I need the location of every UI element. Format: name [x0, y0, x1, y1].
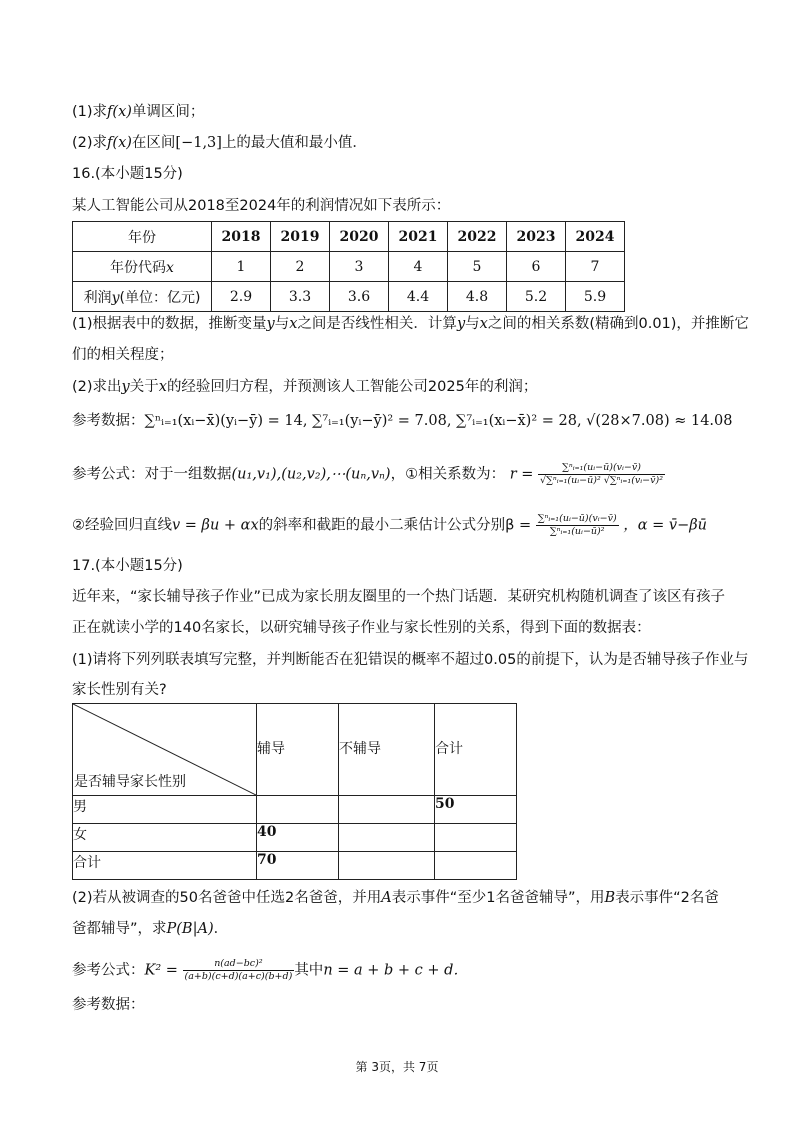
code-cell: 3	[330, 252, 389, 282]
profit-cell: 2.9	[212, 282, 271, 312]
q17-header: 17.(本小题15分)	[72, 558, 183, 574]
table-cell	[339, 824, 435, 852]
q16-intro: 某人工智能公司从2018至2024年的利润情况如下表所示：	[72, 198, 451, 214]
code-cell: 2	[271, 252, 330, 282]
q16-reference-formula: 参考公式：对于一组数据(u₁,v₁),(u₂,v₂),⋯(uₙ,vₙ)，①相关系数为： r = $\frac{\text{∑ⁿᵢ₌₁(uᵢ−ū)(vᵢ−v̄)}}{\text{√∑ⁿᵢ₌₁(uᵢ−ū)² √∑ⁿᵢ₌₁(vᵢ−v̄)²}}$	[72, 462, 664, 486]
q16-header: 16.(本小题15分)	[72, 166, 183, 182]
table-row	[73, 852, 517, 880]
table-cell	[339, 852, 435, 880]
q17-intro-line2: 正在就读小学的140名家长，以研究辅导孩子作业与家长性别的关系，得到下面的数据表：	[72, 620, 651, 636]
table-row	[73, 282, 625, 312]
q17-part2-line1: (2)若从被调查的50名爸爸中任选2名爸爸，并用A表示事件“至少1名爸爸辅导”，用B表示事件“2名爸	[72, 890, 719, 906]
q17-reference-data: 参考数据：	[72, 997, 145, 1013]
q16-reference-data: 参考数据：∑ⁿᵢ₌₁(xᵢ−x̄)(yᵢ−ȳ) = 14, ∑⁷ᵢ₌₁(yᵢ−ȳ)² = 7.08, ∑⁷ᵢ₌₁(xᵢ−x̄)² = 28, √(28×7.08) ≈ 14.08	[72, 413, 733, 429]
table-row	[73, 824, 517, 852]
reference-data-formulas: ∑ⁿᵢ₌₁(xᵢ−x̄)(yᵢ−ȳ) = 14, ∑⁷ᵢ₌₁(yᵢ−ȳ)² = 7.08, ∑⁷ᵢ₌₁(xᵢ−x̄)² = 28, √(28×7.08) ≈ 14.08	[144, 413, 733, 429]
table-row	[73, 222, 625, 252]
year-cell: 2022	[448, 222, 507, 252]
year-cell: 2024	[566, 222, 625, 252]
q16-part2: (2)求出y关于x的经验回归方程，并预测该人工智能公司2025年的利润；	[72, 379, 538, 395]
year-cell: 2023	[507, 222, 566, 252]
q17-intro-line1: 近年来，“家长辅导孩子作业”已成为家长朋友圈里的一个热门话题．某研究机构随机调查了该区有孩子	[72, 589, 726, 605]
q16-regression-formula: ②经验回归直线v = βu + αx的斜率和截距的最小二乘估计公式分别β = $\frac{\text{∑ⁿᵢ₌₁(uᵢ−ū)(vᵢ−v̄)}}{\text{∑ⁿᵢ₌₁(uᵢ−ū)²}}$ ，α = v̄−βū	[72, 513, 707, 537]
q17-part2-line2: 爸都辅导”，求P(B|A)．	[72, 921, 229, 937]
table-cell: 70	[257, 852, 339, 880]
correlation-formula: $\frac{\text{∑ⁿᵢ₌₁(uᵢ−ū)(vᵢ−v̄)}}{\text{√∑ⁿᵢ₌₁(uᵢ−ū)² √∑ⁿᵢ₌₁(vᵢ−v̄)²}}$	[540, 462, 664, 486]
table-cell	[435, 824, 517, 852]
beta-formula: $\frac{\text{∑ⁿᵢ₌₁(uᵢ−ū)(vᵢ−v̄)}}{\text{∑ⁿᵢ₌₁(uᵢ−ū)²}}$	[537, 513, 617, 537]
profit-cell: 3.6	[330, 282, 389, 312]
profit-cell: 5.9	[566, 282, 625, 312]
table-row	[73, 252, 625, 282]
k-squared-formula: $\frac{\text{n(ad−bc)²}}{(a+b)(c+d)(a+c)(b+d)}$	[184, 958, 293, 982]
table-header-cell: 年份	[73, 222, 212, 252]
code-cell: 7	[566, 252, 625, 282]
code-cell: 1	[212, 252, 271, 282]
q15-part1: (1)求f(x)单调区间；	[72, 104, 205, 120]
column-header: 合计	[435, 704, 517, 796]
table-row	[73, 796, 517, 824]
page-footer: 第 3页，共 7页	[355, 1060, 439, 1074]
q17-reference-formula: 参考公式：K² = $\frac{\text{n(ad−bc)²}}{(a+b)(c+d)(a+c)(b+d)}$ 其中n = a + b + c + d．	[72, 958, 468, 982]
profit-cell: 3.3	[271, 282, 330, 312]
profit-cell: 5.2	[507, 282, 566, 312]
row-header: 男	[73, 796, 257, 824]
code-cell: 4	[389, 252, 448, 282]
table-cell: 50	[435, 796, 517, 824]
code-cell: 5	[448, 252, 507, 282]
q15-part2: (2)求f(x)在区间[−1,3]上的最大值和最小值．	[72, 135, 367, 151]
profit-table	[72, 221, 625, 312]
q16-part1-line1: (1)根据表中的数据，推断变量y与x之间是否线性相关．计算y与x之间的相关系数(精确到0.01)，并推断它	[72, 316, 749, 332]
diagonal-header-cell: 是否辅导家长性别	[73, 704, 257, 796]
q17-part1-line1: (1)请将下列列联表填写完整，并判断能否在犯错误的概率不超过0.05的前提下，认为是否辅导孩子作业与	[72, 652, 749, 668]
year-cell: 2021	[389, 222, 448, 252]
profit-cell: 4.4	[389, 282, 448, 312]
table-cell	[257, 796, 339, 824]
table-cell: 40	[257, 824, 339, 852]
table-header-cell: 年份代码x	[73, 252, 212, 282]
year-cell: 2020	[330, 222, 389, 252]
table-row	[73, 704, 517, 796]
table-cell	[339, 796, 435, 824]
contingency-table	[72, 703, 517, 880]
q17-part1-line2: 家长性别有关?	[72, 682, 167, 698]
table-cell	[435, 852, 517, 880]
code-cell: 6	[507, 252, 566, 282]
year-cell: 2019	[271, 222, 330, 252]
column-header: 辅导	[257, 704, 339, 796]
row-header: 合计	[73, 852, 257, 880]
q16-part1-line2: 们的相关程度；	[72, 347, 174, 363]
table-header-cell: 利润y(单位：亿元)	[73, 282, 212, 312]
column-header: 不辅导	[339, 704, 435, 796]
profit-cell: 4.8	[448, 282, 507, 312]
year-cell: 2018	[212, 222, 271, 252]
row-header: 女	[73, 824, 257, 852]
